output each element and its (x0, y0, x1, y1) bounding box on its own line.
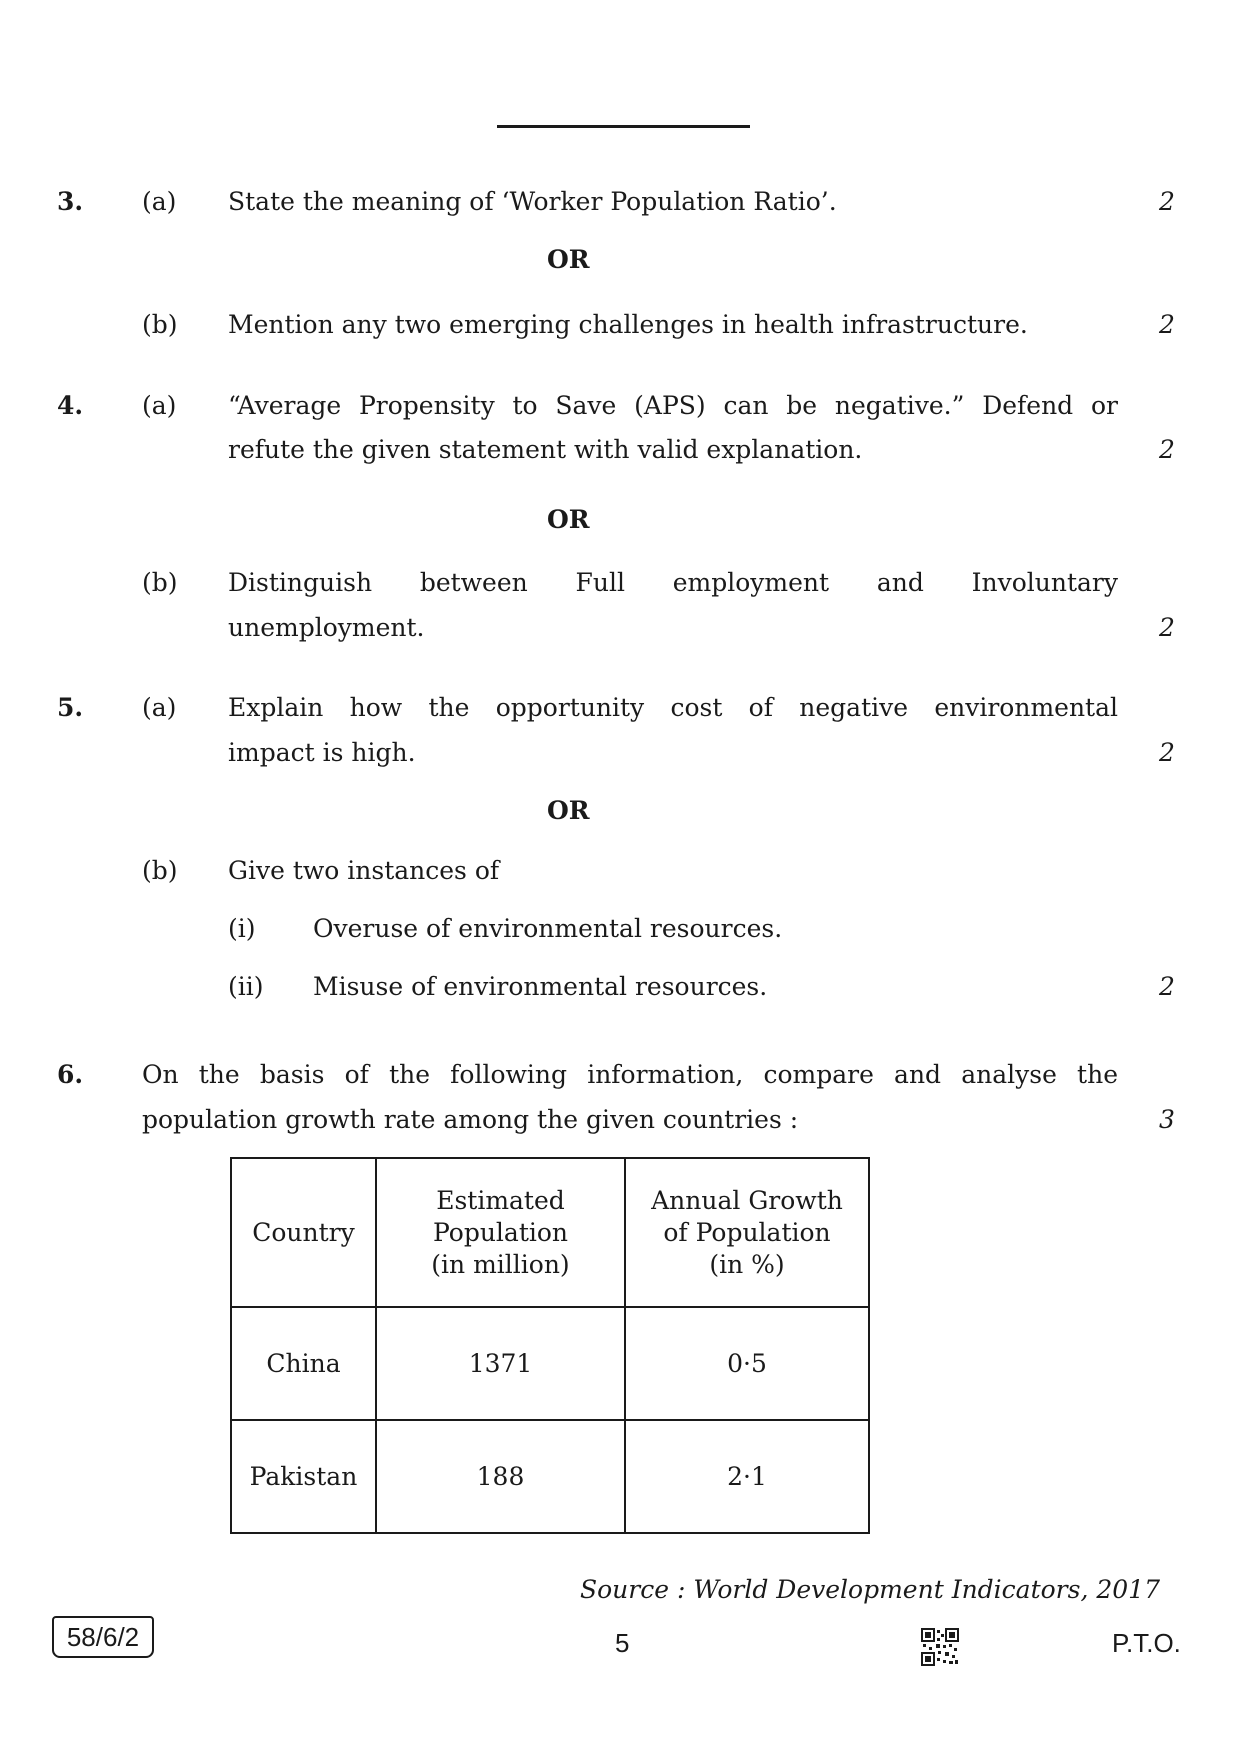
cell-growth: 2·1 (625, 1420, 869, 1533)
question-5a-line2: impact is high. (228, 738, 416, 767)
question-4-or: OR (547, 505, 590, 534)
qr-code-icon (921, 1628, 959, 1666)
question-5a-marks: 2 (1159, 738, 1175, 767)
question-5b-ii-label: (ii) (228, 972, 264, 1001)
question-5-number: 5. (57, 693, 84, 722)
question-5b-i-label: (i) (228, 914, 256, 943)
question-4-number: 4. (57, 391, 84, 420)
question-5b-ii-text: Misuse of environmental resources. (313, 972, 768, 1001)
cell-country: China (231, 1307, 376, 1420)
question-6-line1: On the basis of the following information, compare and analyse the (142, 1060, 1118, 1089)
header-country: Country (231, 1158, 376, 1307)
table-row (231, 1420, 869, 1533)
question-4a-line2: refute the given statement with valid explanation. (228, 435, 863, 464)
cell-population: 188 (376, 1420, 625, 1533)
question-3a-text: State the meaning of ‘Worker Population Ratio’. (228, 187, 837, 216)
cell-population: 1371 (376, 1307, 625, 1420)
question-5a-line1: Explain how the opportunity cost of negative environmental (228, 693, 1118, 722)
question-5b-text: Give two instances of (228, 856, 500, 885)
question-6-marks: 3 (1159, 1105, 1175, 1134)
question-4b-marks: 2 (1159, 613, 1175, 642)
question-3-or: OR (547, 245, 590, 274)
paper-code-badge (52, 1616, 154, 1658)
question-5b-marks: 2 (1159, 972, 1175, 1001)
top-divider (497, 125, 750, 128)
page-number: 5 (615, 1628, 630, 1658)
question-3-number: 3. (57, 187, 84, 216)
question-3b-label: (b) (142, 310, 178, 339)
pto-label: P.T.O. (1112, 1628, 1181, 1658)
question-4b-line1: Distinguish between Full employment and Involuntary (228, 568, 1118, 597)
population-table (230, 1157, 870, 1534)
question-3a-label: (a) (142, 187, 177, 216)
table-header-row (231, 1158, 869, 1307)
question-4b-label: (b) (142, 568, 178, 597)
cell-growth: 0·5 (625, 1307, 869, 1420)
cell-country: Pakistan (231, 1420, 376, 1533)
question-5-or: OR (547, 796, 590, 825)
table-source: Source : World Development Indicators, 2017 (580, 1575, 1160, 1604)
question-4a-label: (a) (142, 391, 177, 420)
question-4a-marks: 2 (1159, 435, 1175, 464)
question-5b-i-text: Overuse of environmental resources. (313, 914, 783, 943)
question-6-line2: population growth rate among the given countries : (142, 1105, 799, 1134)
question-5a-label: (a) (142, 693, 177, 722)
question-5b-label: (b) (142, 856, 178, 885)
header-population: Estimated Population (in million) (376, 1158, 625, 1307)
header-growth: Annual Growth of Population (in %) (625, 1158, 869, 1307)
table-row (231, 1307, 869, 1420)
question-3b-text: Mention any two emerging challenges in health infrastructure. (228, 310, 1028, 339)
question-4a-line1: “Average Propensity to Save (APS) can be negative.” Defend or (228, 391, 1118, 420)
paper-code: 58/6/2 (66, 1622, 140, 1652)
question-3a-marks: 2 (1159, 187, 1175, 216)
question-4b-line2: unemployment. (228, 613, 425, 642)
question-3b-marks: 2 (1159, 310, 1175, 339)
question-6-number: 6. (57, 1060, 84, 1089)
